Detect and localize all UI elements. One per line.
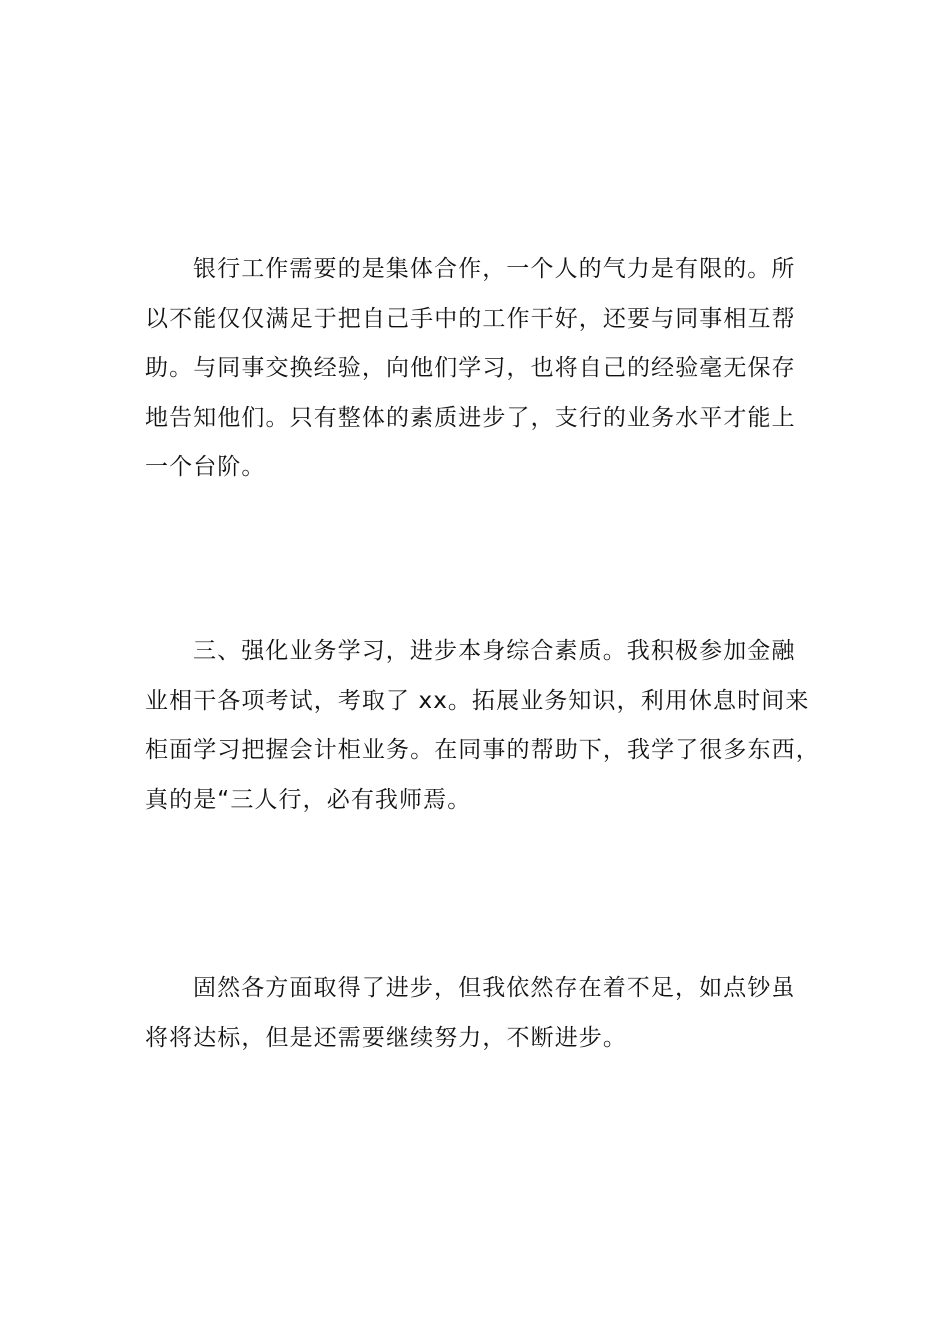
paragraph-line: 银行工作需要的是集体合作，一个人的气力是有限的。所 xyxy=(193,256,796,282)
paragraph-line: 以不能仅仅满足于把自己手中的工作干好，还要与同事相互帮 xyxy=(145,305,796,332)
paragraph-line: 地告知他们。只有整体的素质进步了，支行的业务水平才能上 xyxy=(145,404,796,431)
paragraph-line: 真的是“三人行，必有我师焉。 xyxy=(145,786,472,813)
paragraph-line: 固然各方面取得了进步，但我依然存在着不足，如点钞虽 xyxy=(193,975,796,1001)
paragraph-line: 三、强化业务学习，进步本身综合素质。我积极参加金融 xyxy=(193,638,796,664)
paragraph-line: 助。与同事交换经验，向他们学习，也将自己的经验毫无保存 xyxy=(145,355,796,381)
paragraph-line: 业相干各项考试，考取了 xx。拓展业务知识，利用休息时间来 xyxy=(145,687,810,714)
paragraph-teamwork xyxy=(145,245,807,493)
paragraph-line: 一个台阶。 xyxy=(145,454,266,480)
paragraph-business-study xyxy=(145,627,820,825)
paragraph-line: 柜面学习把握会计柜业务。在同事的帮助下，我学了很多东西， xyxy=(145,737,820,763)
paragraph-shortcomings xyxy=(145,964,807,1063)
paragraph-line: 将将达标，但是还需要继续努力，不断进步。 xyxy=(145,1024,627,1051)
